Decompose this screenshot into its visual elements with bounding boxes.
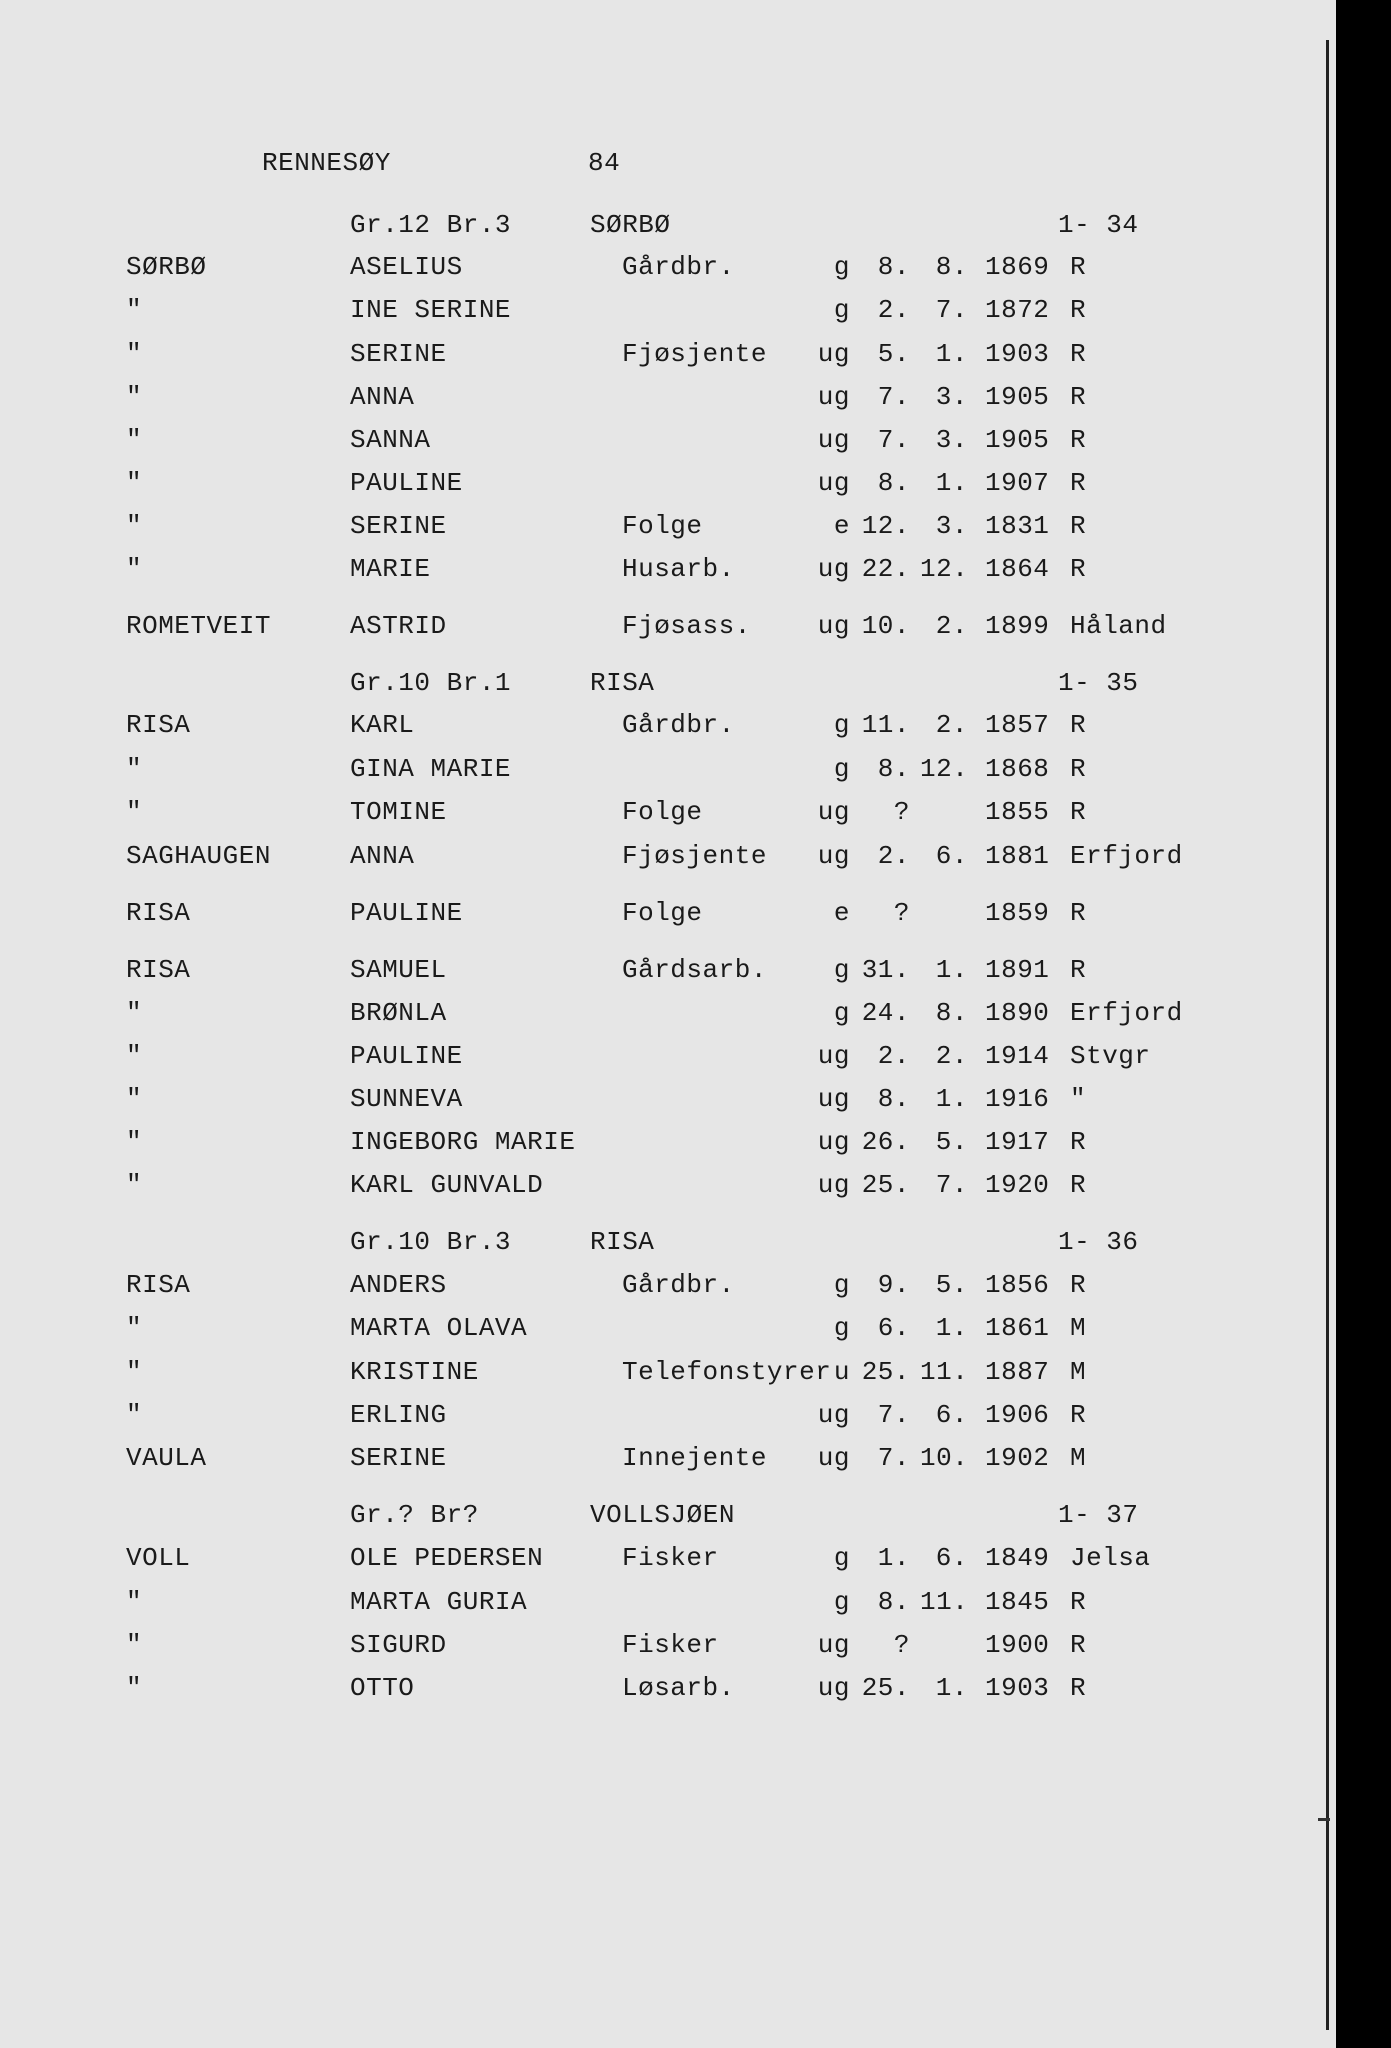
cell-day: 6. xyxy=(877,1313,910,1343)
cell-place: M xyxy=(1070,1357,1087,1387)
cell-occ: Husarb. xyxy=(622,554,735,584)
cell-year: 1869 xyxy=(985,252,1050,282)
cell-place: R xyxy=(1070,1400,1087,1430)
cell-year: 1891 xyxy=(985,955,1050,985)
cell-st: ug xyxy=(817,1673,850,1703)
cell-year: 1906 xyxy=(985,1400,1050,1430)
cell-place: R xyxy=(1070,797,1087,827)
cell-st: g xyxy=(833,1543,850,1573)
cell-mon: 5. xyxy=(935,1270,968,1300)
cell-occ: Telefonstyrer xyxy=(622,1357,832,1387)
cell-st: g xyxy=(833,295,850,325)
group-gr-br: Gr.10 Br.3 xyxy=(350,1227,512,1257)
register-row xyxy=(0,554,1250,588)
cell-place: R xyxy=(1070,898,1087,928)
register-row xyxy=(0,382,1250,416)
cell-day: 25. xyxy=(861,1357,910,1387)
register-row xyxy=(0,1630,1250,1664)
cell-name: SERINE xyxy=(350,511,447,541)
cell-st: g xyxy=(833,1587,850,1617)
cell-name: MARIE xyxy=(350,554,431,584)
cell-farm: " xyxy=(126,295,143,325)
cell-year: 1861 xyxy=(985,1313,1050,1343)
cell-day: 8. xyxy=(877,252,910,282)
cell-name: SERINE xyxy=(350,1443,447,1473)
cell-day: 26. xyxy=(861,1127,910,1157)
cell-mon: 5. xyxy=(935,1127,968,1157)
cell-day: 7. xyxy=(877,1443,910,1473)
cell-mon: 6. xyxy=(935,841,968,871)
cell-name: MARTA GURIA xyxy=(350,1587,528,1617)
cell-day: 2. xyxy=(877,841,910,871)
cell-year: 1849 xyxy=(985,1543,1050,1573)
cell-mon: 6. xyxy=(935,1400,968,1430)
register-row xyxy=(0,1443,1250,1477)
cell-name: OTTO xyxy=(350,1673,415,1703)
cell-place: R xyxy=(1070,425,1087,455)
cell-mon: 11. xyxy=(920,1587,969,1617)
cell-year: 1859 xyxy=(985,898,1050,928)
group-number: 1- 34 xyxy=(1058,210,1139,240)
cell-mon: 7. xyxy=(935,295,968,325)
cell-mon: 12. xyxy=(920,754,969,784)
cell-place: R xyxy=(1070,955,1087,985)
cell-place: R xyxy=(1070,295,1087,325)
cell-year: 1903 xyxy=(985,339,1050,369)
cell-occ: Fisker xyxy=(622,1630,719,1660)
cell-st: ug xyxy=(817,382,850,412)
cell-place: Erfjord xyxy=(1070,841,1183,871)
cell-st: ug xyxy=(817,841,850,871)
cell-name: INGEBORG MARIE xyxy=(350,1127,576,1157)
cell-name: GINA MARIE xyxy=(350,754,512,784)
register-row xyxy=(0,754,1250,788)
cell-year: 1868 xyxy=(985,754,1050,784)
cell-mon: 2. xyxy=(935,611,968,641)
register-row xyxy=(0,1357,1250,1391)
cell-farm: " xyxy=(126,797,143,827)
register-row xyxy=(0,1127,1250,1161)
group-number: 1- 36 xyxy=(1058,1227,1139,1257)
cell-place: M xyxy=(1070,1313,1087,1343)
cell-year: 1899 xyxy=(985,611,1050,641)
register-row xyxy=(0,1270,1250,1304)
cell-day: 1. xyxy=(877,1543,910,1573)
page-edge-line xyxy=(1326,40,1329,2030)
cell-farm: RISA xyxy=(126,955,191,985)
cell-name: SUNNEVA xyxy=(350,1084,463,1114)
cell-occ: Folge xyxy=(622,898,703,928)
cell-farm: " xyxy=(126,998,143,1028)
cell-place: R xyxy=(1070,1673,1087,1703)
group-heading xyxy=(0,210,1250,244)
cell-year: 1914 xyxy=(985,1041,1050,1071)
cell-day: 11. xyxy=(861,710,910,740)
register-row xyxy=(0,841,1250,875)
cell-year: 1887 xyxy=(985,1357,1050,1387)
cell-st: ug xyxy=(817,1400,850,1430)
cell-farm: " xyxy=(126,468,143,498)
cell-year: 1890 xyxy=(985,998,1050,1028)
register-row xyxy=(0,295,1250,329)
cell-st: ug xyxy=(817,1127,850,1157)
cell-occ: Gårdbr. xyxy=(622,1270,735,1300)
cell-day: 10. xyxy=(861,611,910,641)
cell-st: ug xyxy=(817,797,850,827)
cell-farm: SØRBØ xyxy=(126,252,207,282)
cell-farm: " xyxy=(126,1084,143,1114)
cell-year: 1902 xyxy=(985,1443,1050,1473)
cell-st: g xyxy=(833,710,850,740)
cell-year: 1872 xyxy=(985,295,1050,325)
cell-year: 1920 xyxy=(985,1170,1050,1200)
cell-occ: Fjøsass. xyxy=(622,611,751,641)
register-row xyxy=(0,797,1250,831)
cell-mon: 8. xyxy=(935,252,968,282)
cell-day: ? xyxy=(893,898,910,928)
cell-place: R xyxy=(1070,554,1087,584)
cell-place: R xyxy=(1070,710,1087,740)
cell-name: ERLING xyxy=(350,1400,447,1430)
cell-name: KRISTINE xyxy=(350,1357,479,1387)
group-gr-br: Gr.? Br? xyxy=(350,1500,479,1530)
cell-occ: Folge xyxy=(622,797,703,827)
cell-occ: Gårdbr. xyxy=(622,710,735,740)
cell-st: g xyxy=(833,754,850,784)
cell-day: 8. xyxy=(877,1084,910,1114)
register-row xyxy=(0,425,1250,459)
cell-mon: 1. xyxy=(935,955,968,985)
cell-occ: Fjøsjente xyxy=(622,841,767,871)
register-row xyxy=(0,252,1250,286)
cell-name: PAULINE xyxy=(350,1041,463,1071)
cell-farm: " xyxy=(126,754,143,784)
cell-st: ug xyxy=(817,611,850,641)
cell-st: ug xyxy=(817,339,850,369)
register-row xyxy=(0,611,1250,645)
cell-farm: " xyxy=(126,425,143,455)
cell-name: ANNA xyxy=(350,841,415,871)
cell-place: R xyxy=(1070,339,1087,369)
cell-mon: 1. xyxy=(935,1084,968,1114)
cell-mon: 8. xyxy=(935,998,968,1028)
register-row xyxy=(0,1170,1250,1204)
cell-occ: Innejente xyxy=(622,1443,767,1473)
cell-place: " xyxy=(1070,1084,1087,1114)
cell-mon: 12. xyxy=(920,554,969,584)
cell-farm: ROMETVEIT xyxy=(126,611,271,641)
cell-farm: RISA xyxy=(126,1270,191,1300)
cell-day: ? xyxy=(893,797,910,827)
cell-name: SERINE xyxy=(350,339,447,369)
cell-farm: " xyxy=(126,1313,143,1343)
cell-name: SIGURD xyxy=(350,1630,447,1660)
cell-day: 31. xyxy=(861,955,910,985)
cell-year: 1864 xyxy=(985,554,1050,584)
cell-farm: VOLL xyxy=(126,1543,191,1573)
cell-st: ug xyxy=(817,1443,850,1473)
cell-farm: SAGHAUGEN xyxy=(126,841,271,871)
cell-farm: " xyxy=(126,554,143,584)
cell-day: 7. xyxy=(877,1400,910,1430)
cell-st: e xyxy=(833,898,850,928)
cell-name: BRØNLA xyxy=(350,998,447,1028)
cell-occ: Fisker xyxy=(622,1543,719,1573)
cell-st: ug xyxy=(817,425,850,455)
cell-year: 1905 xyxy=(985,425,1050,455)
cell-year: 1855 xyxy=(985,797,1050,827)
cell-farm: " xyxy=(126,511,143,541)
cell-name: ASTRID xyxy=(350,611,447,641)
cell-mon: 3. xyxy=(935,382,968,412)
cell-name: INE SERINE xyxy=(350,295,512,325)
cell-st: u xyxy=(833,1357,850,1387)
cell-place: Erfjord xyxy=(1070,998,1183,1028)
cell-name: SAMUEL xyxy=(350,955,447,985)
group-heading xyxy=(0,1227,1250,1261)
cell-name: ASELIUS xyxy=(350,252,463,282)
cell-year: 1903 xyxy=(985,1673,1050,1703)
cell-place: R xyxy=(1070,1170,1087,1200)
cell-place: Stvgr xyxy=(1070,1041,1151,1071)
cell-occ: Folge xyxy=(622,511,703,541)
cell-day: 7. xyxy=(877,382,910,412)
cell-st: g xyxy=(833,1270,850,1300)
cell-name: SANNA xyxy=(350,425,431,455)
cell-name: ANNA xyxy=(350,382,415,412)
cell-year: 1907 xyxy=(985,468,1050,498)
register-row xyxy=(0,710,1250,744)
cell-occ: Gårdsarb. xyxy=(622,955,767,985)
cell-year: 1917 xyxy=(985,1127,1050,1157)
cell-name: KARL GUNVALD xyxy=(350,1170,544,1200)
cell-day: 25. xyxy=(861,1170,910,1200)
register-row xyxy=(0,1313,1250,1347)
cell-year: 1905 xyxy=(985,382,1050,412)
cell-day: 8. xyxy=(877,754,910,784)
cell-year: 1881 xyxy=(985,841,1050,871)
register-row xyxy=(0,998,1250,1032)
cell-st: g xyxy=(833,998,850,1028)
group-heading xyxy=(0,668,1250,702)
cell-day: 12. xyxy=(861,511,910,541)
cell-occ: Gårdbr. xyxy=(622,252,735,282)
header-place: RENNESØY xyxy=(262,148,391,178)
cell-farm: " xyxy=(126,1587,143,1617)
cell-year: 1900 xyxy=(985,1630,1050,1660)
cell-farm: " xyxy=(126,1170,143,1200)
cell-farm: " xyxy=(126,1041,143,1071)
register-row xyxy=(0,468,1250,502)
cell-st: g xyxy=(833,955,850,985)
register-row xyxy=(0,1543,1250,1577)
cell-name: ANDERS xyxy=(350,1270,447,1300)
cell-year: 1916 xyxy=(985,1084,1050,1114)
cell-mon: 1. xyxy=(935,339,968,369)
group-gr-br: Gr.10 Br.1 xyxy=(350,668,512,698)
cell-day: 2. xyxy=(877,1041,910,1071)
cell-day: ? xyxy=(893,1630,910,1660)
cell-year: 1831 xyxy=(985,511,1050,541)
cell-st: g xyxy=(833,1313,850,1343)
cell-place: R xyxy=(1070,1127,1087,1157)
group-farm-name: VOLLSJØEN xyxy=(590,1500,735,1530)
cell-year: 1857 xyxy=(985,710,1050,740)
cell-farm: " xyxy=(126,1357,143,1387)
cell-farm: " xyxy=(126,339,143,369)
group-heading xyxy=(0,1500,1250,1534)
cell-occ: Løsarb. xyxy=(622,1673,735,1703)
cell-name: KARL xyxy=(350,710,415,740)
cell-mon: 2. xyxy=(935,1041,968,1071)
cell-farm: " xyxy=(126,1127,143,1157)
cell-occ: Fjøsjente xyxy=(622,339,767,369)
cell-place: R xyxy=(1070,382,1087,412)
cell-st: g xyxy=(833,252,850,282)
cell-st: ug xyxy=(817,554,850,584)
cell-mon: 11. xyxy=(920,1357,969,1387)
cell-st: ug xyxy=(817,1630,850,1660)
page-edge-mark xyxy=(1318,1818,1330,1821)
cell-mon: 1. xyxy=(935,1313,968,1343)
cell-mon: 2. xyxy=(935,710,968,740)
cell-name: PAULINE xyxy=(350,898,463,928)
cell-place: M xyxy=(1070,1443,1087,1473)
register-row xyxy=(0,955,1250,989)
group-number: 1- 35 xyxy=(1058,668,1139,698)
cell-farm: RISA xyxy=(126,710,191,740)
register-row xyxy=(0,1673,1250,1707)
cell-name: TOMINE xyxy=(350,797,447,827)
cell-mon: 10. xyxy=(920,1443,969,1473)
cell-st: ug xyxy=(817,1041,850,1071)
cell-farm: VAULA xyxy=(126,1443,207,1473)
cell-name: MARTA OLAVA xyxy=(350,1313,528,1343)
cell-place: Jelsa xyxy=(1070,1543,1151,1573)
register-row xyxy=(0,1041,1250,1075)
group-farm-name: RISA xyxy=(590,668,655,698)
cell-mon: 3. xyxy=(935,425,968,455)
cell-farm: RISA xyxy=(126,898,191,928)
group-number: 1- 37 xyxy=(1058,1500,1139,1530)
cell-farm: " xyxy=(126,1630,143,1660)
cell-place: R xyxy=(1070,252,1087,282)
register-row xyxy=(0,1084,1250,1118)
header-page-number: 84 xyxy=(588,148,621,178)
cell-day: 5. xyxy=(877,339,910,369)
cell-mon: 1. xyxy=(935,468,968,498)
group-gr-br: Gr.12 Br.3 xyxy=(350,210,512,240)
cell-place: R xyxy=(1070,1270,1087,1300)
cell-farm: " xyxy=(126,1400,143,1430)
cell-st: ug xyxy=(817,1170,850,1200)
cell-day: 7. xyxy=(877,425,910,455)
cell-day: 8. xyxy=(877,468,910,498)
cell-place: R xyxy=(1070,468,1087,498)
cell-day: 22. xyxy=(861,554,910,584)
cell-place: R xyxy=(1070,754,1087,784)
cell-place: R xyxy=(1070,1587,1087,1617)
cell-place: R xyxy=(1070,511,1087,541)
cell-place: R xyxy=(1070,1630,1087,1660)
cell-mon: 6. xyxy=(935,1543,968,1573)
register-row xyxy=(0,1400,1250,1434)
register-row xyxy=(0,1587,1250,1621)
group-farm-name: RISA xyxy=(590,1227,655,1257)
cell-farm: " xyxy=(126,382,143,412)
cell-day: 2. xyxy=(877,295,910,325)
cell-st: ug xyxy=(817,468,850,498)
register-row xyxy=(0,339,1250,373)
register-row xyxy=(0,511,1250,545)
cell-day: 25. xyxy=(861,1673,910,1703)
cell-st: e xyxy=(833,511,850,541)
cell-year: 1845 xyxy=(985,1587,1050,1617)
cell-day: 24. xyxy=(861,998,910,1028)
cell-day: 8. xyxy=(877,1587,910,1617)
cell-year: 1856 xyxy=(985,1270,1050,1300)
cell-mon: 7. xyxy=(935,1170,968,1200)
cell-st: ug xyxy=(817,1084,850,1114)
cell-place: Håland xyxy=(1070,611,1167,641)
group-farm-name: SØRBØ xyxy=(590,210,671,240)
cell-farm: " xyxy=(126,1673,143,1703)
cell-name: OLE PEDERSEN xyxy=(350,1543,544,1573)
cell-day: 9. xyxy=(877,1270,910,1300)
cell-mon: 3. xyxy=(935,511,968,541)
register-row xyxy=(0,898,1250,932)
cell-mon: 1. xyxy=(935,1673,968,1703)
cell-name: PAULINE xyxy=(350,468,463,498)
